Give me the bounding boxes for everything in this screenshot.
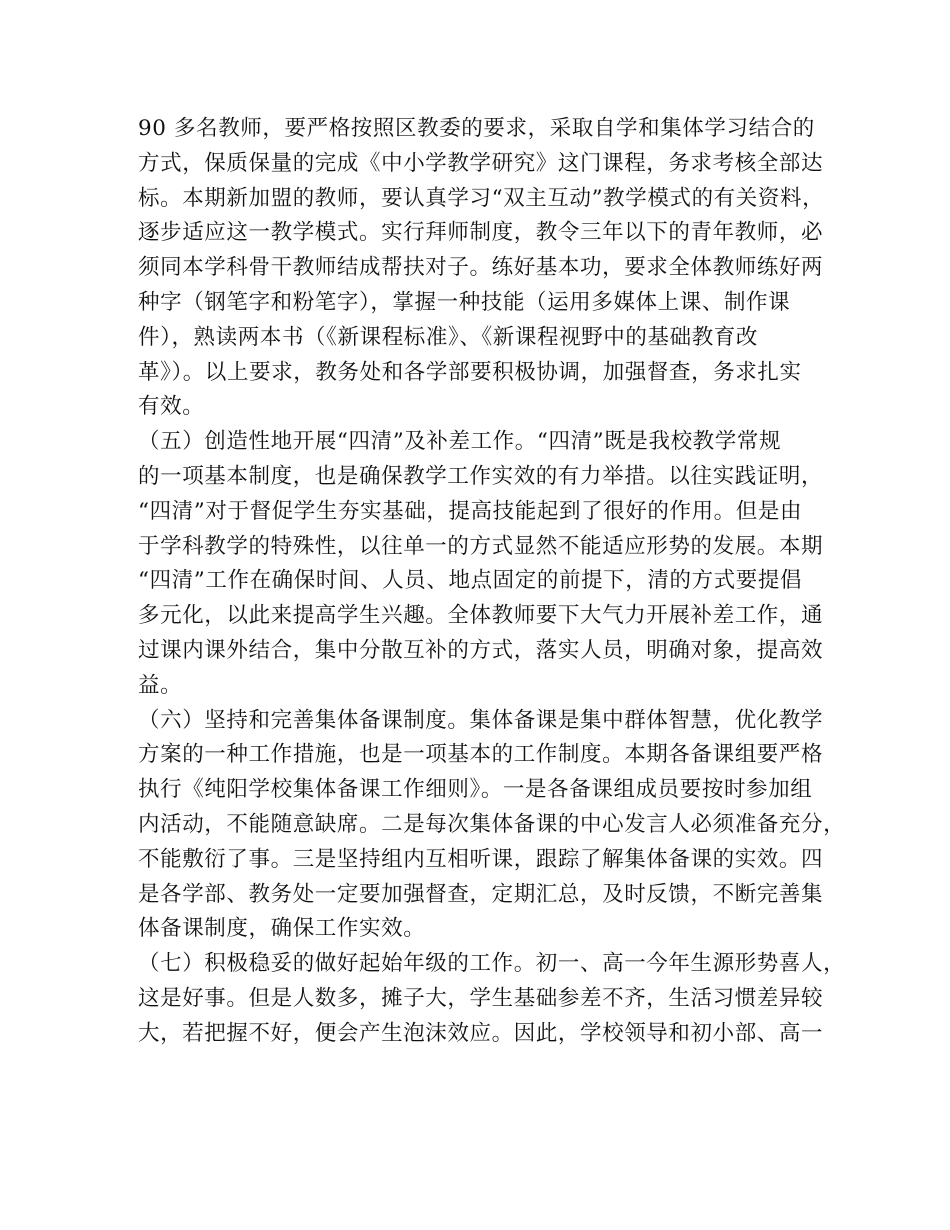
text-line: 的一项基本制度，也是确保教学工作实效的有力举措。以往实践证明， <box>138 463 824 489</box>
text-line: 90 多名教师，要严格按照区教委的要求，采取自学和集体学习结合的 <box>138 116 815 141</box>
section-heading-line: （七）积极稳妥的做好起始年级的工作。初一、高一今年生源形势喜人， <box>138 951 846 977</box>
text-line: 标。本期新加盟的教师，要认真学习“双主互动”教学模式的有关资料， <box>138 185 825 211</box>
text-line: 执行《纯阳学校集体备课工作细则》。一是各备课组成员要按时参加组 <box>138 777 813 803</box>
section-heading-line: （五）创造性地开展“四清”及补差工作。“四清”既是我校教学常规 <box>138 429 782 455</box>
text-line: 内活动，不能随意缺席。二是每次集体备课的中心发言人必须准备充分， <box>138 811 846 837</box>
text-line: 须同本学科骨干教师结成帮扶对子。练好基本功，要求全体教师练好两 <box>138 255 824 281</box>
text-line: 多元化，以此来提高学生兴趣。全体教师要下大气力开展补差工作，通 <box>138 603 824 629</box>
text-line: 有效。 <box>138 394 205 420</box>
text-line: 于学科教学的特殊性，以往单一的方式显然不能适应形势的发展。本期 <box>138 533 824 559</box>
text-line: 革》）。以上要求，教务处和各学部要积极协调，加强督查，务求扎实 <box>138 359 802 385</box>
text-line: 这是好事。但是人数多，摊子大，学生基础参差不齐，生活习惯差异较 <box>138 985 824 1011</box>
text-line: 体备课制度，确保工作实效。 <box>138 916 426 942</box>
text-line: “四清”对于督促学生夯实基础，提高技能起到了很好的作用。但是由 <box>138 498 803 524</box>
text-line: “四清”工作在确保时间、人员、地点固定的前提下，清的方式要提倡 <box>138 568 803 594</box>
text-line: 益。 <box>138 672 183 698</box>
section-heading-line: （六）坚持和完善集体备课制度。集体备课是集中群体智慧，优化教学 <box>138 707 824 733</box>
text-line: 方式，保质保量的完成《中小学教学研究》这门课程，务求考核全部达 <box>138 150 824 176</box>
text-line: 种字（钢笔字和粉笔字），掌握一种技能（运用多媒体上课、制作课 <box>138 289 791 315</box>
text-line: 大，若把握不好，便会产生泡沫效应。因此，学校领导和初小部、高一 <box>138 1020 824 1046</box>
text-line: 过课内课外结合，集中分散互补的方式，落实人员，明确对象，提高效 <box>138 637 824 663</box>
text-line: 是各学部、教务处一定要加强督查，定期汇总，及时反馈，不断完善集 <box>138 881 824 907</box>
text-line: 件），熟读两本书（《新课程标准》、《新课程视野中的基础教育改 <box>138 324 759 350</box>
body-text <box>138 112 846 1052</box>
text-line: 方案的一种工作措施，也是一项基本的工作制度。本期各备课组要严格 <box>138 742 824 768</box>
text-line: 不能敷衍了事。三是坚持组内互相听课，跟踪了解集体备课的实效。四 <box>138 846 824 872</box>
text-line: 逐步适应这一教学模式。实行拜师制度，教令三年以下的青年教师，必 <box>138 220 824 246</box>
